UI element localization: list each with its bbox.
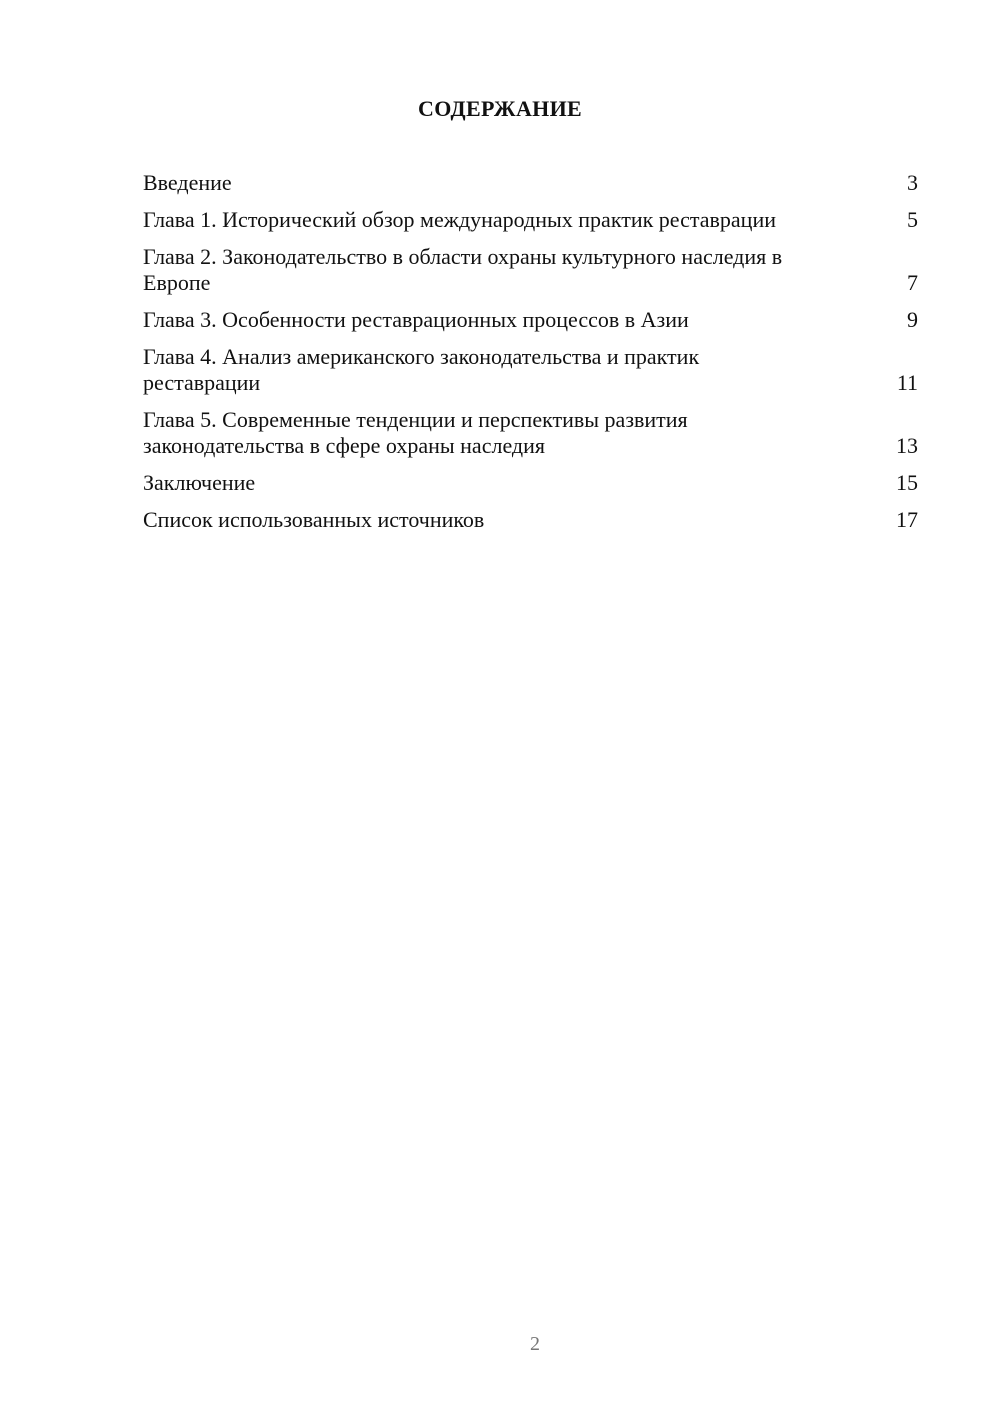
toc-heading: СОДЕРЖАНИЕ [418, 96, 582, 121]
toc-entry-page: 17 [896, 507, 918, 532]
toc-entry-title: Введение [143, 170, 232, 195]
toc-entry-chapter-5[interactable] [143, 407, 918, 459]
toc-entry-title: Глава 4. Анализ американского законодательства и практик реставрации [143, 344, 700, 395]
toc-entry-conclusion[interactable] [143, 470, 918, 496]
toc-entry-title: Глава 2. Законодательство в области охраны культурного наследия в Европе [143, 244, 783, 295]
page-number: 2 [530, 1333, 540, 1355]
toc-entry-page: 11 [896, 370, 918, 395]
toc-entry-title: Глава 1. Исторический обзор международных практик реставрации [143, 207, 776, 232]
toc-entry-chapter-1[interactable] [143, 207, 918, 233]
toc-entry-title: Глава 5. Современные тенденции и перспективы развития законодательства в сфере охраны наследия [143, 407, 688, 458]
toc-entry-introduction[interactable] [143, 170, 918, 196]
toc-entry-chapter-3[interactable] [143, 307, 918, 333]
toc-entry-chapter-2[interactable] [143, 244, 918, 296]
toc-entry-page: 9 [907, 307, 918, 332]
toc-entry-page: 13 [896, 433, 918, 458]
toc-entry-page: 5 [907, 207, 918, 232]
toc-entry-title: Список использованных источников [143, 507, 485, 532]
table-of-contents [143, 170, 918, 544]
toc-entry-page: 3 [907, 170, 918, 195]
toc-entry-chapter-4[interactable] [143, 344, 918, 396]
toc-entry-references[interactable] [143, 507, 918, 533]
toc-entry-title: Заключение [143, 470, 256, 495]
toc-entry-title: Глава 3. Особенности реставрационных процессов в Азии [143, 307, 689, 332]
toc-entry-page: 7 [907, 270, 918, 295]
toc-entry-page: 15 [896, 470, 918, 495]
